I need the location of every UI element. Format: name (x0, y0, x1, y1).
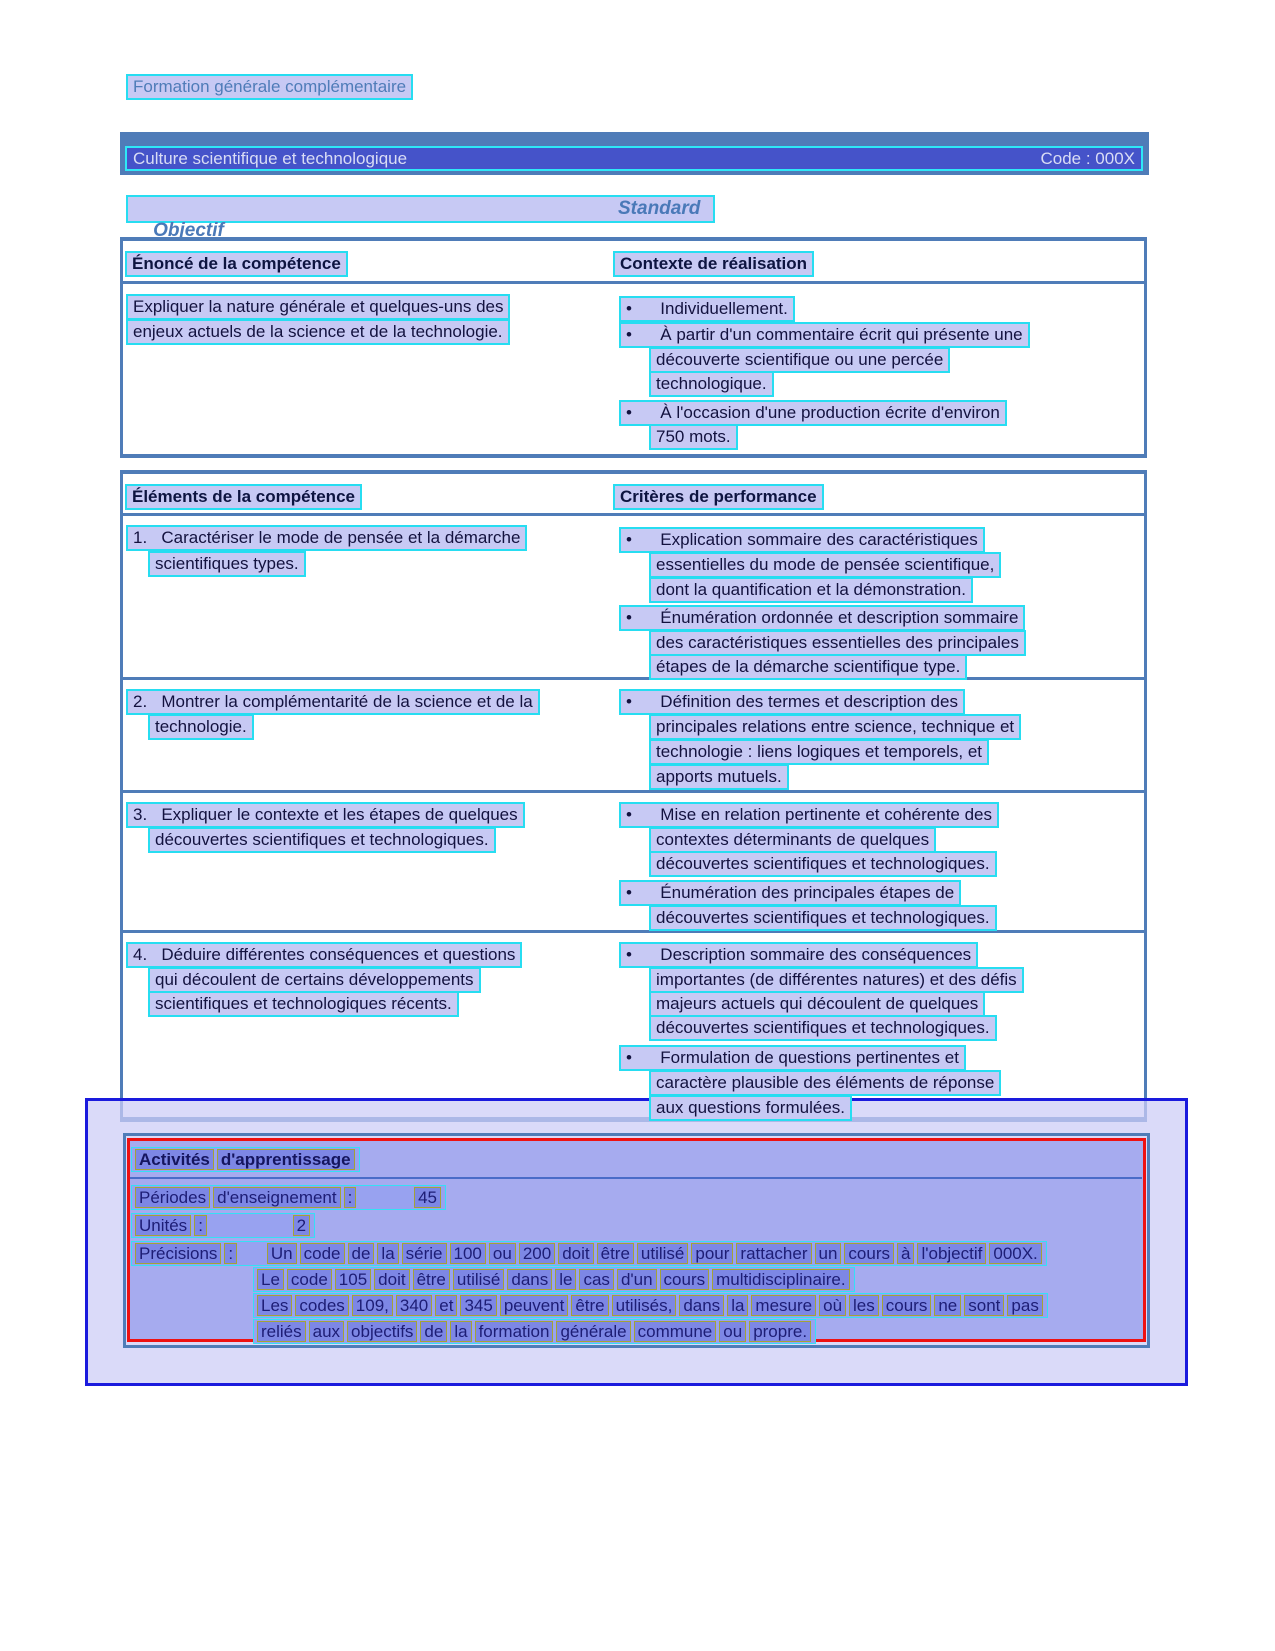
word-annotation: mesure (751, 1295, 816, 1316)
text-line: découvertes scientifiques et technologiques. (148, 827, 496, 853)
word-annotation: l'objectif (917, 1243, 986, 1264)
table2-right-header: Critères de performance (613, 484, 824, 510)
activites-header-separator (130, 1177, 1142, 1179)
text-line: scientifiques et technologiques récents. (148, 991, 459, 1017)
word-annotation: cours (844, 1243, 894, 1264)
word-annotation: générale (556, 1321, 630, 1342)
text-line: • À l'occasion d'une production écrite d'environ (619, 400, 1007, 426)
word-annotation: un (815, 1243, 842, 1264)
word-annotation: objectifs (347, 1321, 417, 1342)
text-line: technologie. (148, 714, 254, 740)
word-annotation: : (194, 1215, 207, 1236)
text-line: • Description sommaire des conséquences (619, 942, 978, 968)
word-annotation: Un (267, 1243, 297, 1264)
table1-header-separator (123, 281, 1144, 284)
text-line: caractère plausible des éléments de réponse (649, 1070, 1001, 1096)
word-annotation: pas (1007, 1295, 1042, 1316)
word-annotation: 340 (396, 1295, 432, 1316)
word-annotation: multidisciplinaire. (712, 1269, 849, 1290)
word-annotation: pour (691, 1243, 733, 1264)
word-annotation: les (849, 1295, 879, 1316)
word-annotation: commune (634, 1321, 717, 1342)
word-annotation: rattacher (736, 1243, 811, 1264)
word-annotation: aux (309, 1321, 344, 1342)
word-annotation: code (300, 1243, 345, 1264)
text-line: découvertes scientifiques et technologiques. (649, 1015, 997, 1041)
text-line: • Individuellement. (619, 296, 795, 322)
text-line: scientifiques types. (148, 551, 306, 577)
text-line: • Mise en relation pertinente et cohérente des (619, 802, 999, 828)
column-headings (126, 195, 715, 241)
text-line: des caractéristiques essentielles des principales (649, 630, 1026, 656)
word-annotation: ou (719, 1321, 746, 1342)
word-annotation: être (413, 1269, 450, 1290)
word-annotation: être (571, 1295, 608, 1316)
standard-heading: Standard (618, 198, 701, 219)
text-line: principales relations entre science, technique et (649, 714, 1021, 740)
word-annotation: codes (295, 1295, 348, 1316)
word-annotation: Activités (135, 1149, 214, 1170)
text-line: qui découlent de certains développements (148, 967, 481, 993)
word-annotation: Unités (135, 1215, 191, 1236)
text-line: • À partir d'un commentaire écrit qui présente une (619, 322, 1030, 348)
word-annotation: sont (964, 1295, 1004, 1316)
word-annotation: doit (374, 1269, 409, 1290)
text-line: dont la quantification et la démonstration. (649, 577, 973, 603)
word-annotation: ne (934, 1295, 961, 1316)
word-annotation: 100 (450, 1243, 486, 1264)
course-code: Code : 000X (1040, 149, 1135, 168)
word-annotation: 345 (460, 1295, 496, 1316)
text-line: 750 mots. (649, 424, 738, 450)
word-annotation: 2 (293, 1215, 310, 1236)
word-annotation: de (420, 1321, 447, 1342)
word-annotation: dans (507, 1269, 552, 1290)
table2-row-separator-2 (123, 790, 1144, 793)
word-annotation: Le (257, 1269, 284, 1290)
text-line: • Formulation de questions pertinentes et (619, 1045, 966, 1071)
word-annotation: dans (679, 1295, 724, 1316)
word-annotation: doit (558, 1243, 593, 1264)
course-header-highlight (125, 146, 1143, 171)
word-annotation: série (402, 1243, 447, 1264)
text-line: découvertes scientifiques et technologiques. (649, 851, 997, 877)
word-annotation: : (344, 1187, 357, 1208)
word-annotation: 000X. (989, 1243, 1041, 1264)
text-line: étapes de la démarche scientifique type. (649, 654, 967, 680)
word-annotation: la (727, 1295, 748, 1316)
word-annotation: utilisés, (612, 1295, 677, 1316)
text-line: • Explication sommaire des caractéristiques (619, 527, 985, 553)
course-name: Culture scientifique et technologique (133, 149, 408, 168)
word-annotation: reliés (257, 1321, 306, 1342)
text-line: découverte scientifique ou une percée (649, 347, 950, 373)
text-line: • Énumération ordonnée et description sommaire (619, 605, 1025, 631)
objectif-heading: Objectif (153, 220, 224, 241)
unites-line (131, 1213, 315, 1238)
text-line: technologique. (649, 371, 774, 397)
table2-header-separator (123, 513, 1144, 516)
word-annotation: le (555, 1269, 576, 1290)
page-title: Formation générale complémentaire (126, 74, 413, 100)
word-annotation: et (435, 1295, 457, 1316)
text-line: technologie : liens logiques et temporels, et (649, 739, 989, 765)
text-line: aux questions formulées. (649, 1095, 852, 1121)
word-annotation: de (348, 1243, 375, 1264)
text-line: 1. Caractériser le mode de pensée et la démarche (126, 525, 527, 551)
text-line: Expliquer la nature générale et quelques-uns des (126, 294, 510, 320)
precisions-value-4 (253, 1319, 816, 1344)
word-annotation: Les (257, 1295, 292, 1316)
text-line: apports mutuels. (649, 764, 789, 790)
word-annotation: code (287, 1269, 332, 1290)
word-annotation: peuvent (500, 1295, 569, 1316)
precisions-value-1 (266, 1243, 1044, 1264)
word-annotation: 105 (335, 1269, 371, 1290)
word-annotation: formation (475, 1321, 554, 1342)
word-annotation: ou (489, 1243, 516, 1264)
text-line: • Énumération des principales étapes de (619, 880, 961, 906)
word-annotation: être (597, 1243, 634, 1264)
word-annotation: Périodes (135, 1187, 210, 1208)
text-line: 2. Montrer la complémentarité de la science et de la (126, 689, 540, 715)
precisions-value-3 (253, 1293, 1048, 1318)
text-line: • Définition des termes et description des (619, 689, 965, 715)
word-annotation: 109, (352, 1295, 393, 1316)
unites-value (292, 1215, 312, 1236)
text-line: majeurs actuels qui découlent de quelques (649, 991, 985, 1017)
table1-left-header: Énoncé de la compétence (125, 251, 348, 277)
word-annotation: utilisé (637, 1243, 688, 1264)
word-annotation: : (224, 1243, 237, 1264)
word-annotation: 200 (519, 1243, 555, 1264)
word-annotation: cas (579, 1269, 613, 1290)
text-line: importantes (de différentes natures) et des défis (649, 967, 1024, 993)
text-line: découvertes scientifiques et technologiques. (649, 905, 997, 931)
text-line: enjeux actuels de la science et de la technologie. (126, 319, 510, 345)
word-annotation: cours (882, 1295, 932, 1316)
text-line: contextes déterminants de quelques (649, 827, 936, 853)
word-annotation: la (450, 1321, 471, 1342)
word-annotation: 45 (414, 1187, 441, 1208)
unites-label (134, 1215, 209, 1236)
word-annotation: d'un (617, 1269, 657, 1290)
word-annotation: utilisé (453, 1269, 504, 1290)
word-annotation: où (819, 1295, 846, 1316)
periodes-line (131, 1185, 446, 1210)
word-annotation: d'apprentissage (217, 1149, 355, 1170)
text-line: 3. Expliquer le contexte et les étapes de quelques (126, 802, 525, 828)
word-annotation: Précisions (135, 1243, 221, 1264)
table2-left-header: Éléments de la compétence (125, 484, 362, 510)
periodes-value (413, 1187, 443, 1208)
course-header-bar (120, 132, 1149, 175)
word-annotation: la (377, 1243, 398, 1264)
periodes-label (134, 1187, 358, 1208)
text-line: essentielles du mode de pensée scientifique, (649, 552, 1001, 578)
word-annotation: d'enseignement (213, 1187, 341, 1208)
table1-right-header: Contexte de réalisation (613, 251, 814, 277)
precisions-value-2 (253, 1267, 855, 1292)
precisions-label (134, 1243, 239, 1264)
table2-row-separator-1 (123, 677, 1144, 680)
word-annotation: propre. (749, 1321, 811, 1342)
precisions-line (131, 1241, 1047, 1266)
text-line: 4. Déduire différentes conséquences et questions (126, 942, 522, 968)
word-annotation: cours (660, 1269, 710, 1290)
word-annotation: à (897, 1243, 914, 1264)
activites-heading (131, 1147, 360, 1172)
